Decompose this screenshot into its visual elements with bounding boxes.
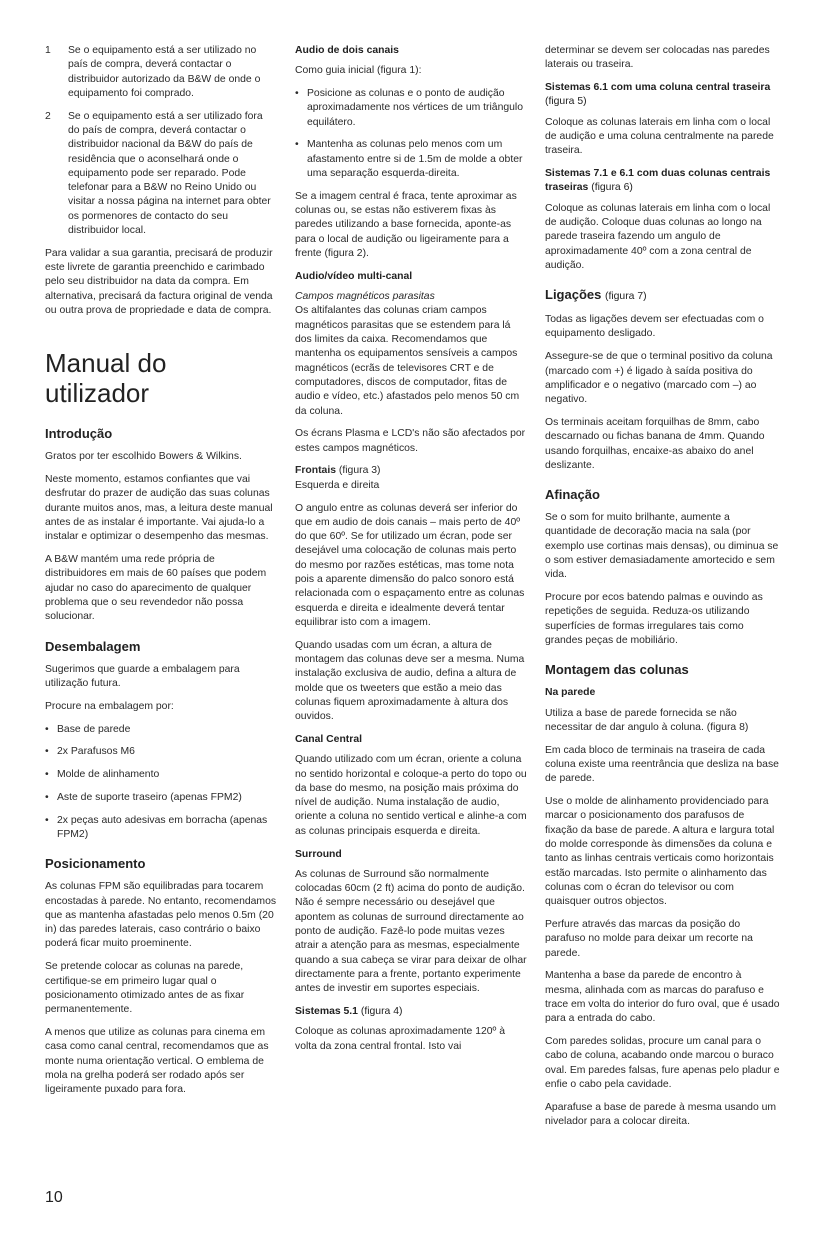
paragraph: Procure por ecos batendo palmas e ouvindo as repetições de seguida. Reduza-os utilizando superfícies de formas irregulares tais como grandes peças de mobiliário. xyxy=(545,592,763,646)
paragraph: Use o molde de alinhamento providenciado para marcar o posicionamento dos parafusos de fixação da base de parede. A altura e largura total do molde corresponde às dimensões da coluna e tanto as linhas centrais verticais como horizontais estão marcadas. Isto permite o alinhamento das colunas com o écran do televisor ou com quaisquer outros objectos. xyxy=(545,796,775,908)
paragraph: Os écrans Plasma e LCD's não são afectados por estes campos magnéticos. xyxy=(295,428,526,454)
paragraph: Em cada bloco de terminais na traseira de cada coluna existe uma reentrância que desliza na base de parede. xyxy=(545,744,779,785)
paragraph: Utiliza a base de parede fornecida se não necessitar de dar angulo à coluna. (figura 8) xyxy=(545,707,749,733)
sys71-heading xyxy=(545,167,780,196)
two-channel-heading: Audio de dois canais xyxy=(295,45,399,56)
column-right xyxy=(545,44,780,1138)
paragraph: Quando utilizado com um écran, oriente a coluna no sentido horizontal e coloque-a perto do topo ou da base do mesmo, na posição mais próxima do nível de audição. Numa instalação de audio, oriente a coluna no sentido vertical e alinhe-a com as colunas principais esquerda e direita. xyxy=(295,754,527,837)
list-item: • 2x Parafusos M6 xyxy=(45,745,277,759)
paragraph: Com paredes solidas, procure um canal para o cabo de coluna, acabando onde marcou o buraco oval. Em paredes falsas, fure apenas pelo pladur e enfie o cabo pela cavidade. xyxy=(545,1036,780,1090)
paragraph: Se a imagem central é fraca, tente aproximar as colunas ou, se estas não estiverem fixas às paredes utilizando a base fornecida, aponte-as para o local de audição ou ligeiramente para a frente (figura 2). xyxy=(295,190,517,260)
paragraph: Como guia inicial (figura 1): xyxy=(295,65,422,77)
fronts-label: Frontais xyxy=(295,465,336,477)
figure-ref: (figura 3) xyxy=(338,465,381,477)
item-text: Se o equipamento está a ser utilizado no país de compra, deverá contactar o distribuidor autorizado da B&W de onde o equipamento foi comprado. xyxy=(68,45,261,99)
sys61-label: Sistemas 6.1 com uma coluna central traseira xyxy=(545,82,771,94)
column-left xyxy=(45,44,277,1106)
paragraph: Procure na embalagem por: xyxy=(45,700,174,712)
connections-heading xyxy=(545,287,780,305)
paragraph: Coloque as colunas laterais em linha com o local de audição. Coloque duas colunas ao longo na parede traseira fazendo um angulo de aproximadamente 40º com a zona central de audição. xyxy=(545,202,771,271)
item-number: 1 xyxy=(45,45,51,56)
mounting-heading: Montagem das colunas xyxy=(545,662,689,678)
figure-ref: (figura 5) xyxy=(545,96,587,108)
paragraph: Aparafuse a base de parede à mesma usando um nivelador para a colocar direita. xyxy=(545,1101,777,1128)
column-middle xyxy=(295,44,527,1062)
paragraph: As colunas FPM são equilibradas para tocarem encostadas à parede. No entanto, recomendamos que as mantenha afastadas pelo menos 0.5m (20 in) das paredes laterais, caso contrário o baixo poderá ficar muito proeminente. xyxy=(45,881,277,950)
surround-heading: Surround xyxy=(295,848,342,860)
connections-label: Ligações xyxy=(545,287,602,303)
warranty-paragraph: Para validar a sua garantia, precisará de produzir este livrete de garantia preenchido e carimbado pelo seu distribuidor na data da compra. Em alternativa, precisará da factura original de venda ou outra prova de propriedade e data de compra. xyxy=(45,247,273,317)
bullet-list xyxy=(295,87,527,181)
tuning-heading: Afinação xyxy=(545,487,600,503)
sys61-heading xyxy=(545,81,780,110)
manual-title: Manual do utilizador xyxy=(45,348,167,409)
list-item: • 2x peças auto adesivas em borracha (apenas FPM2) xyxy=(45,814,277,843)
unpacking-heading: Desembalagem xyxy=(45,638,141,654)
fronts-subheading: Esquerda e direita xyxy=(295,479,380,491)
list-item: • Posicione as colunas e o ponto de audição aproximadamente nos vértices de um triângulo equilátero. xyxy=(295,87,527,130)
paragraph: Se o som for muito brilhante, aumente a quantidade de decoração macia na sala (por exemplo use cortinas mais densas), ou diminua se o som estiver demasiadamente amortecido e sem vida. xyxy=(545,512,779,581)
paragraph xyxy=(295,290,527,419)
paragraph: Se pretende colocar as colunas na parede, certifique-se em primeiro lugar qual o posicionamento otimizado antes de as fixar permanentemente. xyxy=(45,961,245,1016)
intro-heading: Introdução xyxy=(45,426,113,442)
paragraph: Coloque as colunas laterais em linha com o local de audição e uma coluna centralmente na parede traseira. xyxy=(545,116,774,157)
contents-list xyxy=(45,723,277,843)
center-heading: Canal Central xyxy=(295,733,362,745)
list-item: • Base de parede xyxy=(45,723,277,737)
paragraph: Coloque as colunas aproximadamente 120º à volta da zona central frontal. Isto vai xyxy=(295,1026,506,1052)
list-item: • Aste de suporte traseiro (apenas FPM2) xyxy=(45,791,277,805)
sys51-heading xyxy=(295,1005,527,1019)
paragraph: Mantenha a base da parede de encontro à mesma, alinhada com as marcas do parafuso e trace em volta do interior do furo oval, que é usado para a entrada do cabo. xyxy=(545,970,780,1025)
paragraph: Os terminais aceitam forquilhas de 8mm, cabo descarnado ou fichas banana de 4mm. Quando usando forquilhas, encaixe-as abaixo do anel deslizante. xyxy=(545,416,765,471)
multichannel-heading: Audio/vídeo multi-canal xyxy=(295,270,413,282)
paragraph: Assegure-se de que o terminal positivo da coluna (marcado com +) é ligado à saída positiva do amplificador e o negativo (marcado com –) ao negativo. xyxy=(545,351,773,406)
paragraph: Gratos por ter escolhido Bowers & Wilkins. xyxy=(45,451,242,463)
list-item: • Mantenha as colunas pelo menos com um afastamento entre si de 1.5m de molde a obter uma separação esquerda-direita. xyxy=(295,138,527,181)
paragraph-text: Os altifalantes das colunas criam campos magnéticos parasitas que se estendem para lá dos limites da caixa. Recomendamos que mantenha os equipamentos sensíveis a campos magnéticos (ecrãs de televisores CRT e de computadores, discos de computador, fitas de audio e vídeo, etc.) afastados pelo menos 50 cm da coluna. xyxy=(295,305,520,417)
positioning-heading: Posicionamento xyxy=(45,856,146,872)
paragraph: determinar se devem ser colocadas nas paredes laterais ou traseira. xyxy=(545,45,770,71)
wall-subheading: Na parede xyxy=(545,687,596,699)
figure-ref: (figura 6) xyxy=(591,182,633,194)
fronts-block xyxy=(295,464,527,493)
paragraph: As colunas de Surround são normalmente colocadas 60cm (2 ft) acima do ponto de audição. Não é sempre necessário ou desejável que apontem as colunas de surround directamente ao ponto de audição. Fazê-lo pode muitas vezes atrair a atenção para as mesmas, especialmente quando a sua cabeça se virar para deixar de olhar directamente para a frente, portanto experimente antes de investir em suportes especiais. xyxy=(295,868,527,995)
paragraph: A menos que utilize as colunas para cinema em casa como canal central, recomendamos que as monte numa orientação vertical. O emblema de mola na grelha poderá ser rodado após ser ligeiramente puxado para fora. xyxy=(45,1026,269,1096)
paragraph: Neste momento, estamos confiantes que vai desfrutar do prazer de audição das suas colunas durante muitos anos, mas, a leitura deste manual antes de as instalar é importante. Vai ajuda-lo a instalar e optimizar o desempenho das mesmas. xyxy=(45,474,273,543)
italic-subheading: Campos magnéticos parasitas xyxy=(295,291,435,303)
paragraph: Perfure através das marcas da posição do parafuso no molde para deixar um recorte na parede. xyxy=(545,918,753,959)
paragraph: O angulo entre as colunas deverá ser inferior do que em audio de dois canais – mais perto de 40º do que 60º. Se for utilizado um écran, pode ser desejável uma colocação de colunas mais perto do mesmo por razões estéticas, mas tome nota pois a aparente dimensão do palco sonoro está relacionada com o espaçamento entre as colunas esquerda e direita e idealmente deverá tentar equilibrar isto com a imagem. xyxy=(295,502,525,628)
numbered-item xyxy=(45,44,277,101)
sys51-label: Sistemas 5.1 xyxy=(295,1006,358,1018)
figure-ref: (figura 7) xyxy=(604,291,647,303)
paragraph: A B&W mantém uma rede própria de distribuidores em mais de 60 países que podem ajudar no caso do aparecimento de qualquer problema que o seu revendedor não possa solucionar. xyxy=(45,554,267,623)
paragraph: Sugerimos que guarde a embalagem para utilização futura. xyxy=(45,663,240,689)
item-number: 2 xyxy=(45,110,51,122)
page-number: 10 xyxy=(45,1189,63,1206)
figure-ref: (figura 4) xyxy=(360,1006,403,1018)
sys71-label: Sistemas 7.1 e 6.1 com duas colunas centrais traseiras xyxy=(545,168,771,194)
item-text: Se o equipamento está a ser utilizado fora do país de compra, deverá contactar o distribuidor nacional da B&W do país de residência que o aconselhará onde o equipamento pode ser reparado. Pode telefonar para a B&W no Reino Unido ou visitar a nossa página na internet para obter os pormenores de contacto do seu distribuidor local. xyxy=(68,110,271,237)
paragraph: Quando usadas com um écran, a altura de montagem das colunas deve ser a mesma. Numa instalação exclusiva de audio, defina a altura de molde que os tweeters que estão a meio das colunas fiquem aproximadamente à altura dos ouvidos. xyxy=(295,639,525,723)
paragraph: Todas as ligações devem ser efectuadas com o equipamento desligado. xyxy=(545,314,764,340)
numbered-item xyxy=(45,110,277,239)
list-item: • Molde de alinhamento xyxy=(45,768,277,782)
